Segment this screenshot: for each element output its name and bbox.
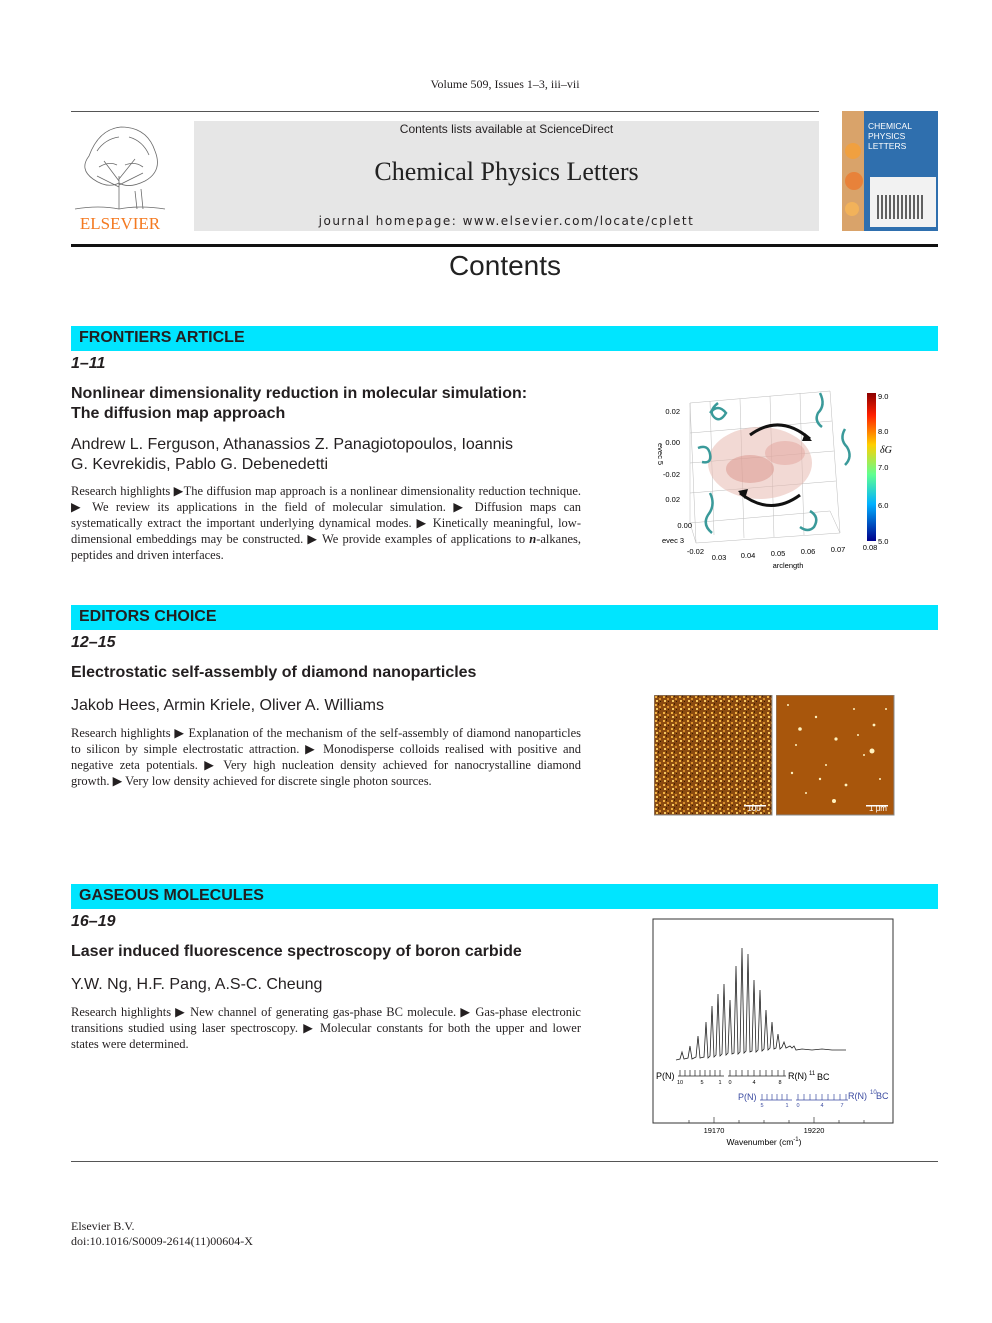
colorbar-tick: 7.0 xyxy=(878,463,889,472)
p-number: 5 xyxy=(760,1103,764,1109)
scale-bar-label: 100 xyxy=(747,804,761,813)
r-number: 0 xyxy=(796,1103,800,1109)
research-highlights xyxy=(71,483,581,563)
article-authors xyxy=(71,435,591,475)
article-pages[interactable]: 1–11 xyxy=(71,355,106,372)
journal-banner xyxy=(194,121,819,231)
article-authors xyxy=(71,975,591,995)
article-title[interactable] xyxy=(71,942,591,962)
r-number: 4 xyxy=(752,1080,756,1086)
p-branch-label: P(N) xyxy=(656,1071,675,1081)
diffusion-map-figure xyxy=(650,383,902,573)
research-highlights xyxy=(71,1004,581,1052)
article-title[interactable] xyxy=(71,384,591,424)
z-tick: 0.00 xyxy=(677,521,692,530)
research-highlights xyxy=(71,725,581,789)
p-number: 10 xyxy=(676,1080,684,1086)
species-label: BC xyxy=(817,1072,830,1082)
x-tick: 0.06 xyxy=(800,547,816,556)
highlights-text: -alkanes, peptides and driven interfaces. xyxy=(71,532,581,562)
p-number: 1 xyxy=(785,1103,789,1109)
y-tick: 0.00 xyxy=(665,438,680,447)
highlights-italic: n xyxy=(529,532,537,546)
article-title-line: Electrostatic self-assembly of diamond nanoparticles xyxy=(71,664,477,681)
isotope-label: 11 xyxy=(809,1071,816,1077)
highlights-text: ▶ New channel of generating gas-phase BC molecule. ▶ Gas-phase electronic transitions studied using laser spectroscopy. ▶ Molecular constants for both the upper and lower states were determined. xyxy=(71,1005,581,1051)
section-heading-gaseous-molecules xyxy=(71,884,938,909)
x-axis-label: Wavenumber $(cm^{-1})$ xyxy=(726,1137,802,1147)
section-heading-text: GASEOUS MOLECULES xyxy=(79,887,264,904)
x-axis-label: arclength xyxy=(772,561,804,570)
lif-spectrum-figure xyxy=(652,918,896,1152)
doi-link[interactable]: doi:10.1016/S0009-2614(11)00604-X xyxy=(71,1234,253,1248)
section-heading-editors-choice xyxy=(71,605,938,630)
x-tick: 19170 xyxy=(703,1126,725,1135)
author-line: Jakob Hees, Armin Kriele, Oliver A. Williams xyxy=(71,697,384,714)
section-heading-text: EDITORS CHOICE xyxy=(79,608,217,625)
x-tick: 0.07 xyxy=(830,545,846,554)
author-line: Y.W. Ng, H.F. Pang, A.S-C. Cheung xyxy=(71,976,323,993)
header-rule xyxy=(71,111,819,112)
species-label: BC xyxy=(876,1091,889,1101)
section-heading-frontiers xyxy=(71,326,938,351)
page-title: Contents xyxy=(448,250,562,281)
scale-bar-label: 1 μm xyxy=(869,804,887,813)
y-axis-label: evec 5 xyxy=(656,443,665,466)
x-tick: 0.03 xyxy=(711,553,727,562)
colorbar-label: δG xyxy=(880,445,892,456)
highlights-label: Research highlights xyxy=(71,484,171,498)
colorbar-tick: 6.0 xyxy=(878,501,889,510)
article-title-line: The diffusion map approach xyxy=(71,405,286,422)
highlights-text: ▶The diffusion map approach is a nonlinear dimensionality reduction technique. ▶ We review its applications in the field of molecular simulation. ▶ Diffusion maps can systematically extract the important underlying dynamical modes. ▶ Kinetically meaningful, low-dimensional embeddings may be constructed. ▶ We provide examples of applications to xyxy=(71,484,581,546)
author-line: Andrew L. Ferguson, Athanassios Z. Panagiotopoulos, Ioannis xyxy=(71,436,514,453)
article-pages[interactable]: 12–15 xyxy=(71,634,116,651)
y-tick: 0.02 xyxy=(665,407,680,416)
article-title[interactable] xyxy=(71,663,591,683)
highlights-text: ▶ Explanation of the mechanism of the self-assembly of diamond nanoparticles to silicon by simple electrostatic attraction. ▶ Monodisperse colloids realised with positive and negative zeta potentials. ▶ Very high nucleation density achieved for nanocrystalline diamond growth. ▶ Very low density achieved for discrete single photon sources. xyxy=(71,726,581,788)
r-branch-label: R(N) xyxy=(788,1071,807,1081)
journal-homepage-link[interactable]: journal homepage: www.elsevier.com/locate/cplett xyxy=(318,214,695,228)
colorbar-tick: 8.0 xyxy=(878,427,889,436)
journal-cover-image xyxy=(842,111,938,231)
header-thick-rule xyxy=(71,244,938,247)
cover-title-line: PHYSICS xyxy=(868,131,906,141)
footer-rule xyxy=(71,1161,938,1162)
article-title-line: Nonlinear dimensionality reduction in molecular simulation: xyxy=(71,385,528,402)
article-pages[interactable]: 16–19 xyxy=(71,913,116,930)
colorbar xyxy=(867,393,876,541)
p-number: 5 xyxy=(700,1080,704,1086)
author-line: G. Kevrekidis, Pablo G. Debenedetti xyxy=(71,456,329,473)
r-branch-label: R(N) xyxy=(848,1091,867,1101)
section-heading-text: FRONTIERS ARTICLE xyxy=(79,329,245,346)
p-branch-label: P(N) xyxy=(738,1092,757,1102)
x-tick: 0.04 xyxy=(740,551,756,560)
afm-image-sparse xyxy=(776,695,896,816)
colorbar-tick: 9.0 xyxy=(878,392,889,401)
publisher-info xyxy=(71,1219,253,1249)
isotope-label: 10 xyxy=(870,1090,877,1096)
z-tick: -0.02 xyxy=(686,547,704,556)
x-tick: 19220 xyxy=(803,1126,825,1135)
r-number: 4 xyxy=(820,1103,824,1109)
y-tick: -0.02 xyxy=(662,470,680,479)
highlights-label: Research highlights xyxy=(71,726,171,740)
x-tick: 0.08 xyxy=(862,543,878,552)
x-tick: 0.05 xyxy=(770,549,786,558)
p-number: 1 xyxy=(718,1080,722,1086)
cover-title-line: LETTERS xyxy=(868,141,907,151)
colorbar-tick: 5.0 xyxy=(878,537,889,546)
article-authors xyxy=(71,696,591,716)
z-tick: 0.02 xyxy=(665,495,680,504)
elsevier-wordmark: ELSEVIER xyxy=(79,214,161,231)
article-title-line: Laser induced fluorescence spectroscopy of boron carbide xyxy=(71,943,522,960)
publisher-name: Elsevier B.V. xyxy=(71,1219,135,1233)
r-number: 7 xyxy=(840,1103,844,1109)
contents-lists-link[interactable]: Contents lists available at ScienceDirect xyxy=(399,122,614,136)
cover-title-line: CHEMICAL xyxy=(868,121,912,131)
highlights-label: Research highlights xyxy=(71,1005,172,1019)
volume-line: Volume 509, Issues 1–3, iii–vii xyxy=(430,77,580,91)
z-axis-label: evec 3 xyxy=(662,536,685,545)
r-number: 8 xyxy=(778,1080,782,1086)
journal-title: Chemical Physics Letters xyxy=(374,157,639,186)
r-number: 0 xyxy=(728,1080,732,1086)
afm-image-dense xyxy=(654,695,774,816)
elsevier-logo xyxy=(69,121,172,231)
